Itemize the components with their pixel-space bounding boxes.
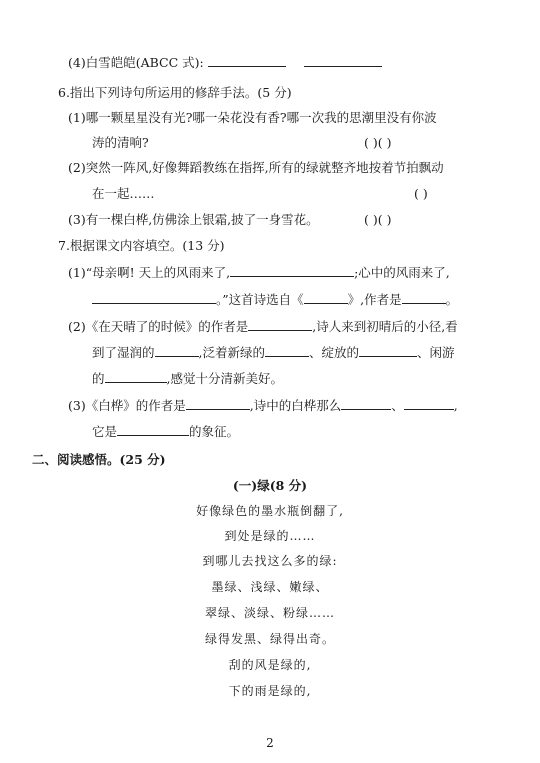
answer-blank[interactable]: [402, 291, 446, 304]
answer-blank[interactable]: [404, 397, 454, 410]
page-number: 2: [266, 736, 274, 750]
q6-item3-answer-parens[interactable]: ( )( ): [364, 212, 392, 227]
answer-blank[interactable]: [304, 54, 382, 67]
answer-blank[interactable]: [248, 318, 312, 331]
q7-item1-line2: 。”这首诗选自《 》,作者是 。: [92, 291, 458, 308]
poem-line: 翠绿、淡绿、粉绿……: [204, 606, 335, 620]
poem-line: 好像绿色的墨水瓶倒翻了,: [196, 504, 344, 518]
answer-blank[interactable]: [359, 344, 417, 357]
answer-blank[interactable]: [155, 344, 199, 357]
poem-line: 到处是绿的……: [224, 529, 316, 543]
q7-item1-line1: (1)“母亲啊! 天上的风雨来了, ;心中的风雨来了,: [68, 265, 450, 280]
q6-item2-line2: 在一起……: [92, 186, 155, 201]
answer-blank[interactable]: [265, 344, 309, 357]
section-2-title: 二、阅读感悟。(25 分): [32, 452, 166, 467]
q6-item2-answer-parens[interactable]: ( ): [414, 186, 428, 201]
answer-blank[interactable]: [208, 54, 286, 67]
answer-blank[interactable]: [105, 370, 167, 383]
q6-item1-line2: 涛的清响?: [92, 135, 149, 150]
answer-blank[interactable]: [117, 423, 189, 436]
q6-item1-answer-parens[interactable]: ( )( ): [364, 135, 392, 150]
q5-item4-label: (4)白雪皑皑(ABCC 式):: [68, 55, 204, 70]
poem-line: 墨绿、浅绿、嫩绿、: [211, 580, 329, 594]
question-6-title: 6.指出下列诗句所运用的修辞手法。(5 分): [58, 85, 292, 100]
poem-line: 下的雨是绿的,: [228, 684, 312, 698]
answer-blank[interactable]: [230, 264, 354, 277]
q7-item3-line1: (3)《白桦》的作者是 ,诗中的白桦那么 、 ,: [68, 398, 458, 413]
q7-item2-line2: 到了湿润的 ,泛着新绿的 、绽放的 、闲游: [92, 345, 455, 360]
poem-title: (一)绿(8 分): [232, 478, 308, 493]
q6-item2-line1: (2)突然一阵风,好像舞蹈教练在指挥,所有的绿就整齐地按着节拍飘动: [68, 160, 444, 175]
q7-item2-line1: (2)《在天晴了的时候》的作者是 ,诗人来到初晴后的小径,看: [68, 319, 458, 334]
q6-item1-line1: (1)哪一颗星星没有光?哪一朵花没有香?哪一次我的思潮里没有你波: [68, 110, 437, 125]
q6-item3-line1: (3)有一棵白桦,仿佛涂上银霜,披了一身雪花。: [68, 212, 319, 227]
answer-blank[interactable]: [341, 397, 391, 410]
answer-blank[interactable]: [186, 397, 250, 410]
question-7-title: 7.根据课文内容填空。(13 分): [58, 238, 225, 253]
q5-item4: [68, 54, 382, 71]
poem-line: 刮的风是绿的,: [228, 658, 312, 672]
q7-item2-line3: 的 ,感觉十分清新美好。: [92, 371, 283, 386]
q7-item3-line2: 它是 的象征。: [92, 424, 240, 439]
poem-line: 到哪儿去找这么多的绿:: [202, 554, 338, 568]
answer-blank[interactable]: [304, 291, 348, 304]
poem-line: 绿得发黑、绿得出奇。: [204, 632, 335, 646]
answer-blank[interactable]: [92, 291, 216, 304]
